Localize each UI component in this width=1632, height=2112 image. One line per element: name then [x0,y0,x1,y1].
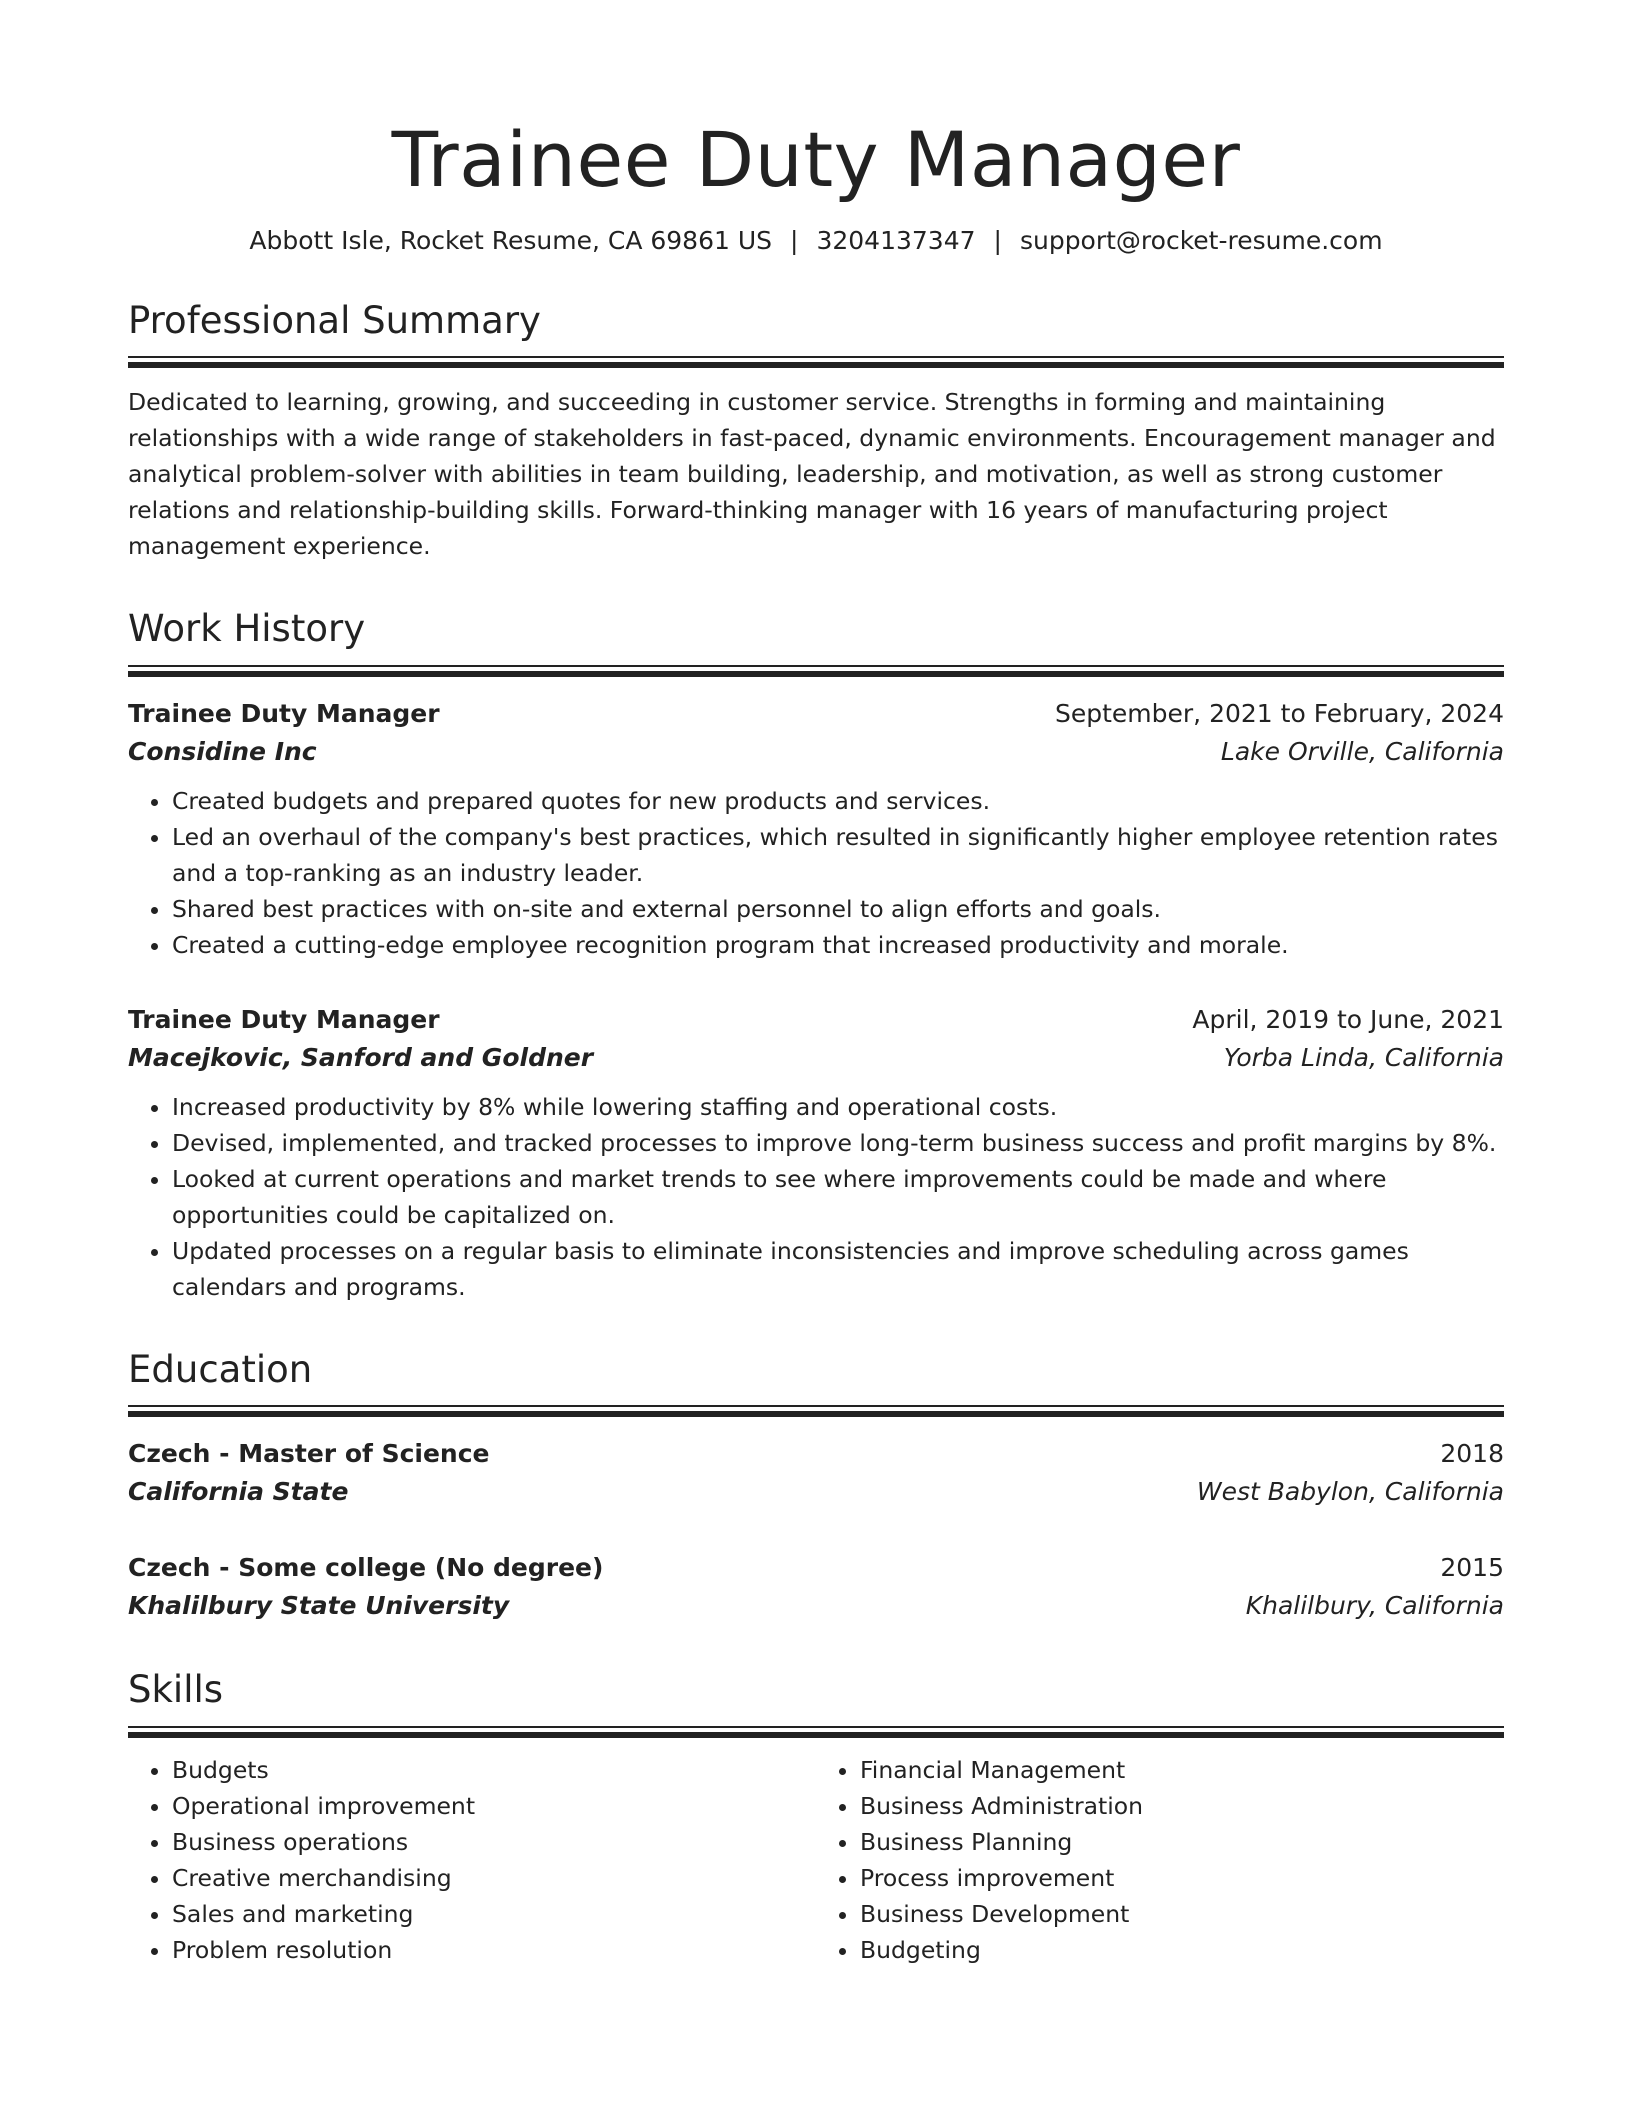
skill-item: • Problem resolution [172,1932,816,1968]
education-entry [128,1549,1504,1625]
job-company: Macejkovic, Sanford and Goldner [128,1042,594,1072]
job-header-row [128,1001,1504,1039]
job-bullet: • Shared best practices with on-site and external personnel to align efforts and goals. [172,891,1504,927]
contact-email[interactable]: support@rocket-resume.com [1019,225,1383,255]
skill-item: • Sales and marketing [172,1896,816,1932]
section-title-skills: Skills [128,1668,224,1712]
job-header-row [128,695,1504,733]
job-title: Trainee Duty Manager [128,1004,440,1034]
contact-phone: 3204137347 [816,225,976,255]
job-bullet: • Created a cutting-edge employee recognition program that increased productivity and morale. [172,927,1504,963]
job-dates: April, 2019 to June, 2021 [1192,1004,1504,1034]
skill-item: • Business Development [860,1896,1504,1932]
job-bullet: • Increased productivity by 8% while lowering staffing and operational costs. [172,1089,1504,1125]
job-bullet: • Looked at current operations and market trends to see where improvements could be made and where opportunities could be capitalized on. [172,1161,1504,1233]
contact-separator: | [790,225,799,255]
education-entry [128,1435,1504,1511]
job-dates: September, 2021 to February, 2024 [1055,698,1504,728]
job-bullet: • Created budgets and prepared quotes for new products and services. [172,783,1504,819]
job-location: Lake Orville, California [1220,736,1504,766]
skills-list-left [128,1752,816,1968]
section-divider [128,356,1504,368]
education-school-row [128,1473,1504,1511]
education-location: Khalilbury, California [1245,1591,1504,1621]
skill-item: • Budgets [172,1752,816,1788]
job-bullet-list [128,1089,1504,1305]
skill-item: • Operational improvement [172,1788,816,1824]
section-title-education: Education [128,1347,313,1391]
contact-separator: | [993,225,1002,255]
skill-item: • Financial Management [860,1752,1504,1788]
job-company-row [128,733,1504,771]
job-bullet: • Led an overhaul of the company's best practices, which resulted in significantly higher employee retention rates and a top-ranking as an industry leader. [172,819,1504,891]
skills-columns [128,1752,1504,1968]
skill-item: • Creative merchandising [172,1860,816,1896]
section-title-summary: Professional Summary [128,298,541,342]
section-divider [128,665,1504,677]
skills-list-right [816,1752,1504,1968]
section-divider [128,1405,1504,1417]
education-degree: Czech - Master of Science [128,1439,490,1469]
job-entry [128,695,1504,963]
education-year: 2018 [1440,1439,1504,1469]
summary-text: Dedicated to learning, growing, and succeeding in customer service. Strengths in forming and maintaining relationships with a wide range of stakeholders in fast-paced, dynamic environments. Encouragement manager and analytical problem-solver with abilities in team building, leadership, and motivation, as well as strong customer relations and relationship-building skills. Forward-thinking manager with 16 years of manufacturing project management experience. [128,388,1496,561]
education-location: West Babylon, California [1196,1477,1504,1507]
contact-address: Abbott Isle, Rocket Resume, CA 69861 US [249,225,773,255]
education-header-row [128,1549,1504,1587]
job-entry [128,1001,1504,1305]
job-company: Considine Inc [128,736,317,766]
skill-item: • Process improvement [860,1860,1504,1896]
job-bullet: • Updated processes on a regular basis to eliminate inconsistencies and improve scheduling across games calendars and programs. [172,1233,1504,1305]
skill-item: • Business operations [172,1824,816,1860]
job-bullet-list [128,783,1504,963]
section-divider [128,1726,1504,1738]
education-school: Khalilbury State University [128,1591,510,1621]
section-title-work-history: Work History [128,607,366,651]
skill-item: • Business Administration [860,1788,1504,1824]
education-degree: Czech - Some college (No degree) [128,1553,604,1583]
contact-line [128,226,1504,256]
education-header-row [128,1435,1504,1473]
skill-item: • Budgeting [860,1932,1504,1968]
education-school-row [128,1587,1504,1625]
job-title: Trainee Duty Manager [128,698,440,728]
job-company-row [128,1039,1504,1077]
resume-name: Trainee Duty Manager [391,115,1241,204]
job-bullet: • Devised, implemented, and tracked processes to improve long-term business success and profit margins by 8%. [172,1125,1504,1161]
education-year: 2015 [1440,1553,1504,1583]
job-location: Yorba Linda, California [1223,1042,1504,1072]
education-school: California State [128,1477,349,1507]
skill-item: • Business Planning [860,1824,1504,1860]
